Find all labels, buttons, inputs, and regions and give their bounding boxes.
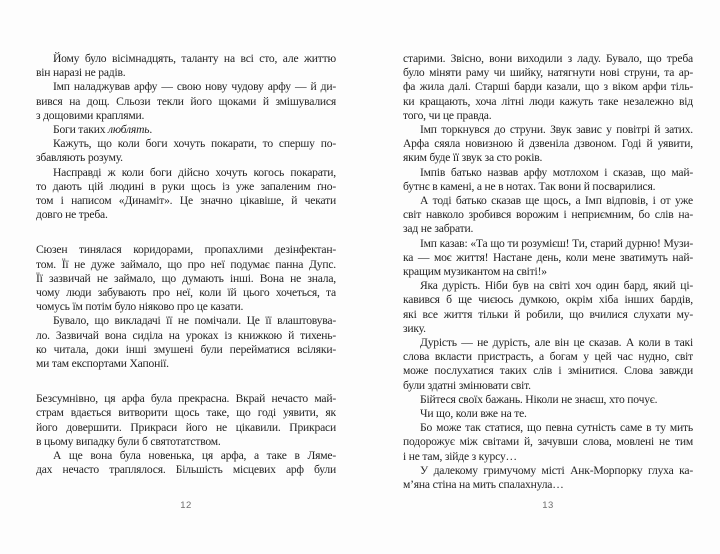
italic-text: люблять — [108, 123, 150, 137]
text-line: може послухатися таких слів і змінитися. Слова завжди — [403, 364, 693, 378]
text-line: збавляють розуму. — [36, 151, 123, 165]
text-line: ко читала, доки інші змушені були перейматися всіляки- — [36, 342, 336, 356]
text-line: ка — моє життя! Настане день, коли мене зватимуть най- — [403, 250, 693, 264]
text-line: Імп торкнувся до струни. Звук завис у повітрі й затих. — [420, 123, 693, 137]
text-line: подорожує між світами й, зачувши слова, мовлені не тим — [403, 435, 693, 449]
text-span: Боги таких — [53, 123, 108, 137]
text-line: ло. Зазвичай вона сиділа на уроках із книжкою й тихень- — [36, 328, 336, 342]
text-line: фа жила далі. Старші барди казали, що з віком арфи тіль- — [403, 80, 693, 94]
text-line: Бо може так статися, що певна сутність саме в ту мить — [420, 421, 693, 435]
text-line: довго не треба. — [36, 208, 108, 222]
text-line: том і написом «Динаміт». Це значно цікавіше, й чекати — [36, 194, 336, 208]
text-line: Йому було вісімнадцять, таланту на всі сто, але життю — [53, 52, 336, 65]
text-line: Її зазвичай не займало, що думають інші. Вона не знала, — [36, 271, 336, 285]
text-line: його довершити. Прикраси його не цікавили. Прикраси — [36, 420, 336, 434]
page-number-left: 12 — [180, 500, 192, 511]
text-line: зад не забрати. — [403, 222, 474, 236]
left-page — [36, 0, 336, 554]
text-line: страм вдається витворити щось таке, що годі уявити, як — [36, 406, 336, 420]
text-line: А тоді батько сказав ще щось, а Імп відповів, і от уже — [420, 194, 693, 208]
text-line: того, чи це правда. — [403, 108, 492, 122]
text-line: дах нечасто траплялося. Більшість місцевих арф були — [36, 463, 336, 477]
text-line: Арфа сяяла новизною й дзвеніла дзвоном. Годі й уявити, — [403, 137, 693, 151]
text-line: було міняти раму чи шийку, натягнути нові струни, та ар- — [403, 66, 693, 80]
text-line: Яка дурість. Ніби був на світі хоч один бард, який ці- — [420, 279, 693, 293]
text-line: Бувало, що викладачі її не помічали. Це її влаштовува- — [53, 314, 336, 328]
text-line: Безсумнівно, ця арфа була прекрасна. Вкрай нечасто май- — [36, 392, 336, 406]
text-line: Дурість — не дурість, але він це сказав. А коли в такі — [420, 336, 693, 350]
left-page-text — [36, 52, 336, 477]
text-line: які все життя тільки й робили, що вчилися слухати му- — [403, 307, 693, 321]
text-line: бутнє в камені, а не в нотах. Так вони й посварилися. — [403, 179, 656, 193]
text-line: Імпів батько назвав арфу мотлохом і сказав, що май- — [420, 165, 693, 179]
text-line: Насправді ж коли боги дійсно хочуть когось покарати, — [53, 165, 336, 179]
text-span: . — [149, 123, 153, 137]
text-line: слова вкласти пристрасть, а богам у цей час нудно, світ — [403, 350, 693, 364]
text-line: то дають цій людині в руки щось із уже запаленим ґно- — [36, 179, 336, 193]
text-line: кращим музикантом на світі!» — [403, 265, 547, 279]
text-line: з дощовими краплями. — [36, 108, 145, 122]
text-line: кавився б ще чиєюсь думкою, окрім хіба інших бардів, — [403, 293, 693, 307]
text-line: ки кращають, хоча літні люди кажуть таке незалежно від — [403, 94, 693, 108]
text-line: він наразі не радів. — [36, 66, 126, 80]
text-line: яким буде її звук за сто років. — [403, 151, 543, 165]
text-line: Імп наладжував арфу — свою нову чудову арфу — й ди- — [53, 80, 336, 94]
text-line: Кажуть, що коли боги хочуть покарати, то спершу по- — [53, 137, 336, 151]
page-number-right: 13 — [542, 500, 554, 511]
text-line: вився на дощ. Сльози текли його щоками й змішувалися — [36, 94, 336, 108]
right-page-text — [403, 52, 693, 492]
text-line: світ навколо зробився ворожим і неприємним, бо слів на- — [403, 208, 693, 222]
text-line: ми там експортами Хапонії. — [36, 357, 169, 371]
text-line — [36, 123, 336, 137]
text-line: чомусь їм потім було ніяково про це казати. — [36, 300, 244, 314]
right-page — [403, 0, 693, 554]
text-line: м’яна стіна на мить спалахнула… — [403, 478, 564, 492]
text-line: Імп казав: «Та що ти розумієш! Ти, старий дурню! Музи- — [420, 236, 693, 250]
text-line: У далекому гримучому місті Анк-Морпорку глуха ка- — [420, 463, 693, 477]
text-line: чому люди забувають про неї, коли їй цього хочеться, та — [36, 286, 336, 300]
text-line: том. Її не дуже займало, що про неї подумає панна Дупс. — [36, 257, 336, 271]
text-line: Бійтеся своїх бажань. Ніколи не знаєш, хто почує. — [420, 392, 658, 406]
text-line: зику. — [403, 321, 426, 335]
text-line: були здатні змінювати світ. — [403, 378, 531, 392]
text-line: А ще вона була новенька, ця арфа, а таке в Ляме- — [53, 449, 336, 463]
text-line: в цьому випадку були б святотатством. — [36, 434, 221, 448]
text-line: і не там, зійде з курсу… — [403, 449, 517, 463]
text-line: Чи що, коли вже на те. — [420, 407, 527, 421]
text-line: старими. Звісно, вони виходили з ладу. Бувало, що треба — [403, 52, 693, 65]
text-line: Сюзен тинялася коридорами, пропахлими дезінфектан- — [36, 243, 336, 257]
